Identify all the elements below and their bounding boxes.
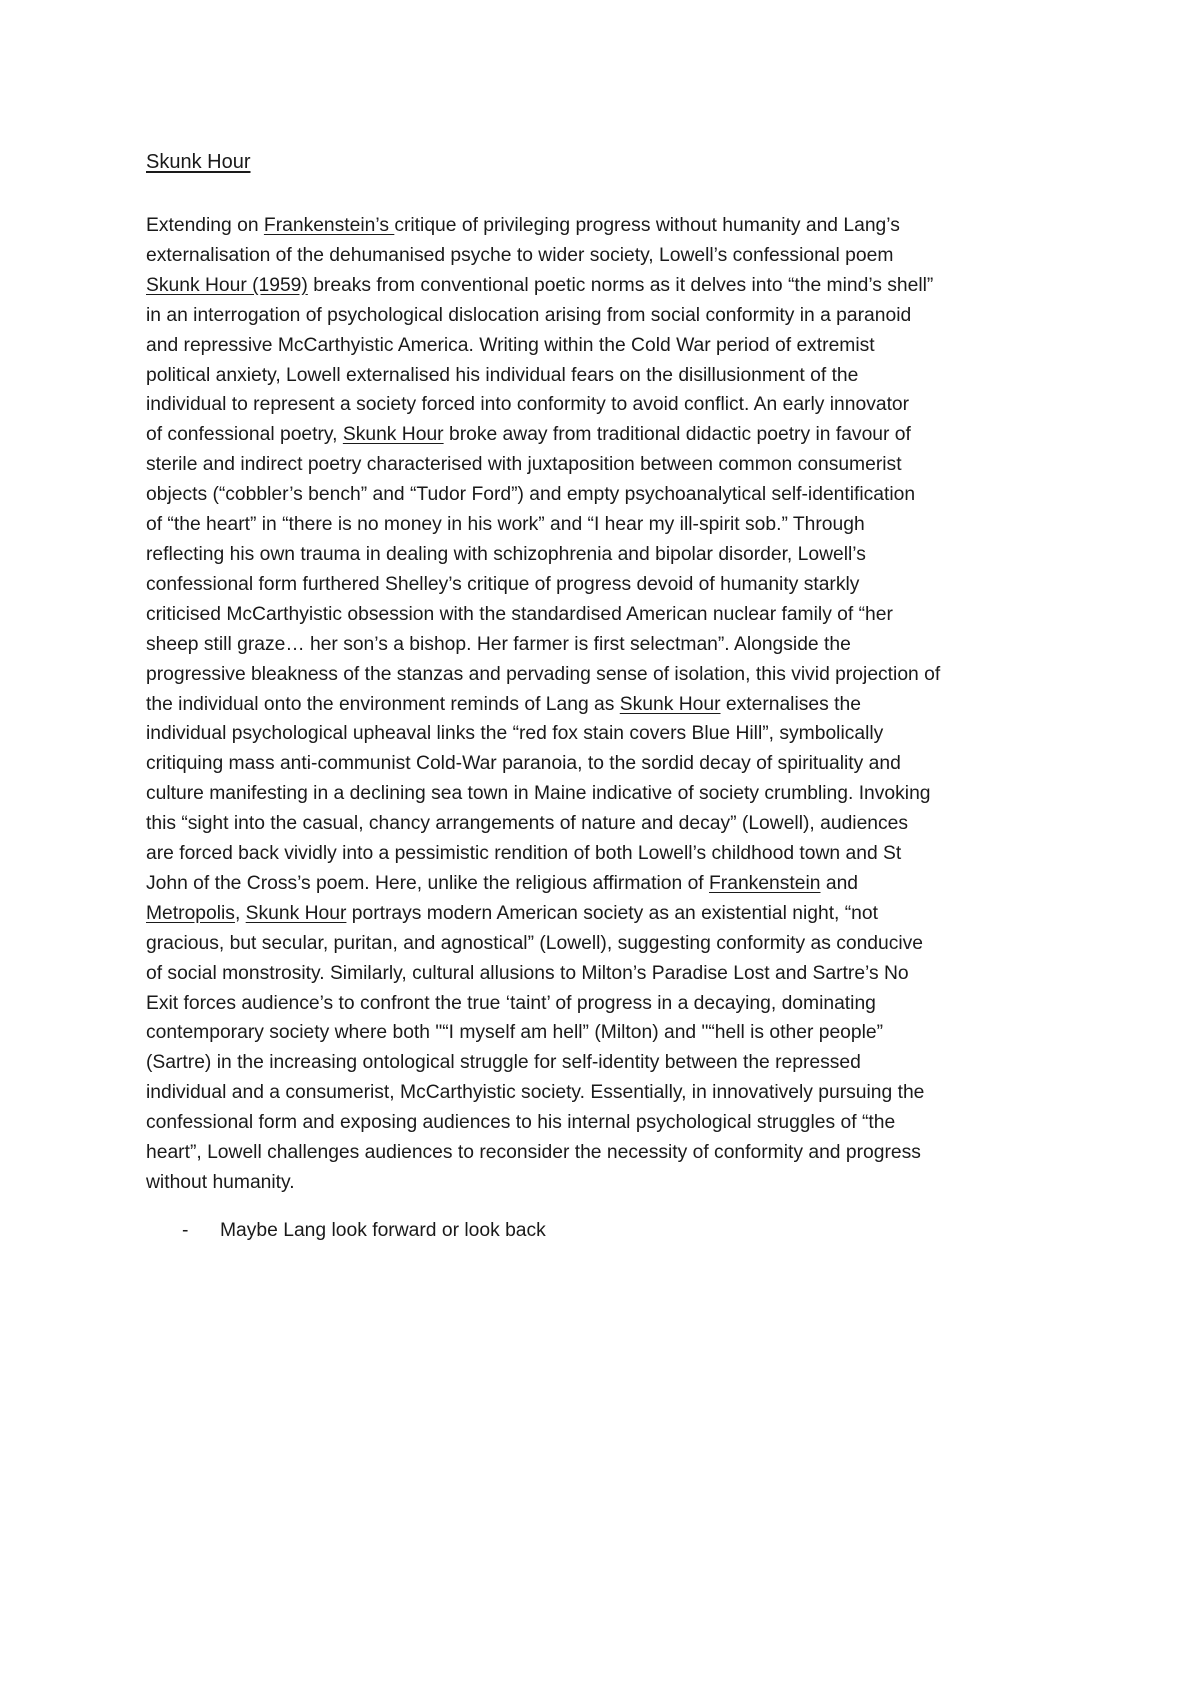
text-run: the individual onto the environment reminds of Lang as	[146, 693, 620, 715]
paragraph-line	[146, 719, 1076, 749]
paragraph-line	[146, 1018, 1076, 1048]
paragraph-line	[146, 570, 1076, 600]
paragraph-line	[146, 420, 1076, 450]
paragraph-line	[146, 779, 1076, 809]
paragraph-line	[146, 630, 1076, 660]
text-run: progressive bleakness of the stanzas and pervading sense of isolation, this vivid projection of	[146, 663, 941, 685]
text-run: Exit forces audience’s to confront the true ‘taint’ of progress in a decaying, dominating	[146, 992, 876, 1014]
paragraph-line	[146, 959, 1076, 989]
text-run: and	[820, 872, 859, 894]
text-run: ,	[234, 902, 246, 924]
bullet-text: Maybe Lang look forward or look back	[220, 1220, 546, 1241]
underlined-title: Skunk Hour	[245, 902, 347, 924]
paragraph-line	[146, 749, 1076, 779]
text-run: contemporary society where both "“I myself am hell” (Milton) and "“hell is other people”	[146, 1022, 884, 1044]
text-run: broke away from traditional didactic poetry in favour of	[443, 424, 911, 446]
paragraph-line	[146, 869, 1076, 899]
paragraph-line	[146, 839, 1076, 869]
paragraph-line	[146, 1048, 1076, 1078]
paragraph-line	[146, 929, 1076, 959]
paragraph-line	[146, 1138, 1076, 1168]
text-run: portrays modern American society as an existential night, “not	[346, 902, 878, 924]
text-run: reflecting his own trauma in dealing with schizophrenia and bipolar disorder, Lowell’s	[146, 543, 866, 565]
bullet-list-item	[182, 1216, 546, 1246]
paragraph-line	[146, 480, 1076, 510]
paragraph-line	[146, 1168, 1076, 1198]
text-run: of social monstrosity. Similarly, cultural allusions to Milton’s Paradise Lost and Sartre’s No	[146, 962, 909, 984]
underlined-title: Frankenstein	[709, 872, 821, 894]
paragraph-line	[146, 989, 1076, 1019]
text-run: sterile and indirect poetry characterised with juxtaposition between common consumerist	[146, 454, 902, 476]
text-run: are forced back vividly into a pessimistic rendition of both Lowell’s childhood town and St	[146, 843, 902, 865]
text-run: individual psychological upheaval links the “red fox stain covers Blue Hill”, symbolically	[146, 723, 884, 745]
underlined-title: Metropolis	[146, 902, 235, 924]
text-run: externalises the	[720, 693, 861, 715]
paragraph-line	[146, 690, 1076, 720]
paragraph-line	[146, 540, 1076, 570]
text-run: breaks from conventional poetic norms as it delves into “the mind’s shell”	[307, 274, 934, 296]
text-run: objects (“cobbler’s bench” and “Tudor Ford”) and empty psychoanalytical self-identification	[146, 484, 916, 506]
underlined-title: Skunk Hour	[619, 693, 721, 715]
text-run: critiquing mass anti-communist Cold-War paranoia, to the sordid decay of spirituality and	[146, 753, 901, 775]
text-run: of “the heart” in “there is no money in his work” and “I hear my ill-spirit sob.” Through	[146, 514, 865, 536]
bullet-dash: -	[182, 1220, 189, 1241]
paragraph-line	[146, 331, 1076, 361]
text-run: individual and a consumerist, McCarthyistic society. Essentially, in innovatively pursuing the	[146, 1082, 925, 1104]
document-title: Skunk Hour	[146, 151, 251, 173]
text-run: heart”, Lowell challenges audiences to reconsider the necessity of conformity and progress	[146, 1142, 921, 1164]
text-run: John of the Cross’s poem. Here, unlike the religious affirmation of	[146, 872, 710, 894]
paragraph-line	[146, 600, 1076, 630]
paragraph-line	[146, 241, 1076, 271]
paragraph-line	[146, 211, 1076, 241]
paragraph-line	[146, 390, 1076, 420]
underlined-title: Frankenstein’s	[263, 215, 395, 236]
text-run: political anxiety, Lowell externalised his individual fears on the disillusionment of the	[146, 364, 859, 386]
text-run: and repressive McCarthyistic America. Writing within the Cold War period of extremist	[146, 334, 875, 356]
text-run: confessional form furthered Shelley’s critique of progress devoid of humanity starkly	[146, 573, 860, 595]
text-run: (Sartre) in the increasing ontological struggle for self-identity between the repressed	[146, 1052, 861, 1074]
paragraph-line	[146, 809, 1076, 839]
text-run: Extending on	[146, 215, 264, 236]
text-run: gracious, but secular, puritan, and agnostical” (Lowell), suggesting conformity as conducive	[146, 932, 924, 954]
text-run: this “sight into the casual, chancy arrangements of nature and decay” (Lowell), audiences	[146, 813, 909, 835]
text-run: confessional form and exposing audiences to his internal psychological struggles of “the	[146, 1112, 896, 1134]
text-run: externalisation of the dehumanised psyche to wider society, Lowell’s confessional poem	[146, 244, 894, 266]
paragraph-line	[146, 660, 1076, 690]
text-run: critique of privileging progress without humanity and Lang’s	[394, 215, 900, 236]
paragraph-line	[146, 271, 1076, 301]
text-run: criticised McCarthyistic obsession with the standardised American nuclear family of “her	[146, 603, 893, 625]
paragraph-line	[146, 510, 1076, 540]
paragraph-line	[146, 450, 1076, 480]
text-run: culture manifesting in a declining sea town in Maine indicative of society crumbling. Invoking	[146, 783, 931, 805]
underlined-title: Skunk Hour (1959)	[146, 274, 308, 296]
text-run: sheep still graze… her son’s a bishop. Her farmer is first selectman”. Alongside the	[146, 633, 851, 655]
underlined-title: Skunk Hour	[342, 424, 444, 446]
text-run: individual to represent a society forced into conformity to avoid conflict. An early innovator	[146, 394, 910, 416]
paragraph-line	[146, 899, 1076, 929]
paragraph-line	[146, 1078, 1076, 1108]
text-run: of confessional poetry,	[146, 424, 343, 446]
text-run: without humanity.	[146, 1172, 295, 1193]
paragraph-line	[146, 1108, 1076, 1138]
text-run: in an interrogation of psychological dislocation arising from social conformity in a paranoid	[146, 304, 912, 326]
paragraph-line	[146, 361, 1076, 391]
body-paragraph	[146, 211, 1076, 1198]
paragraph-line	[146, 301, 1076, 331]
